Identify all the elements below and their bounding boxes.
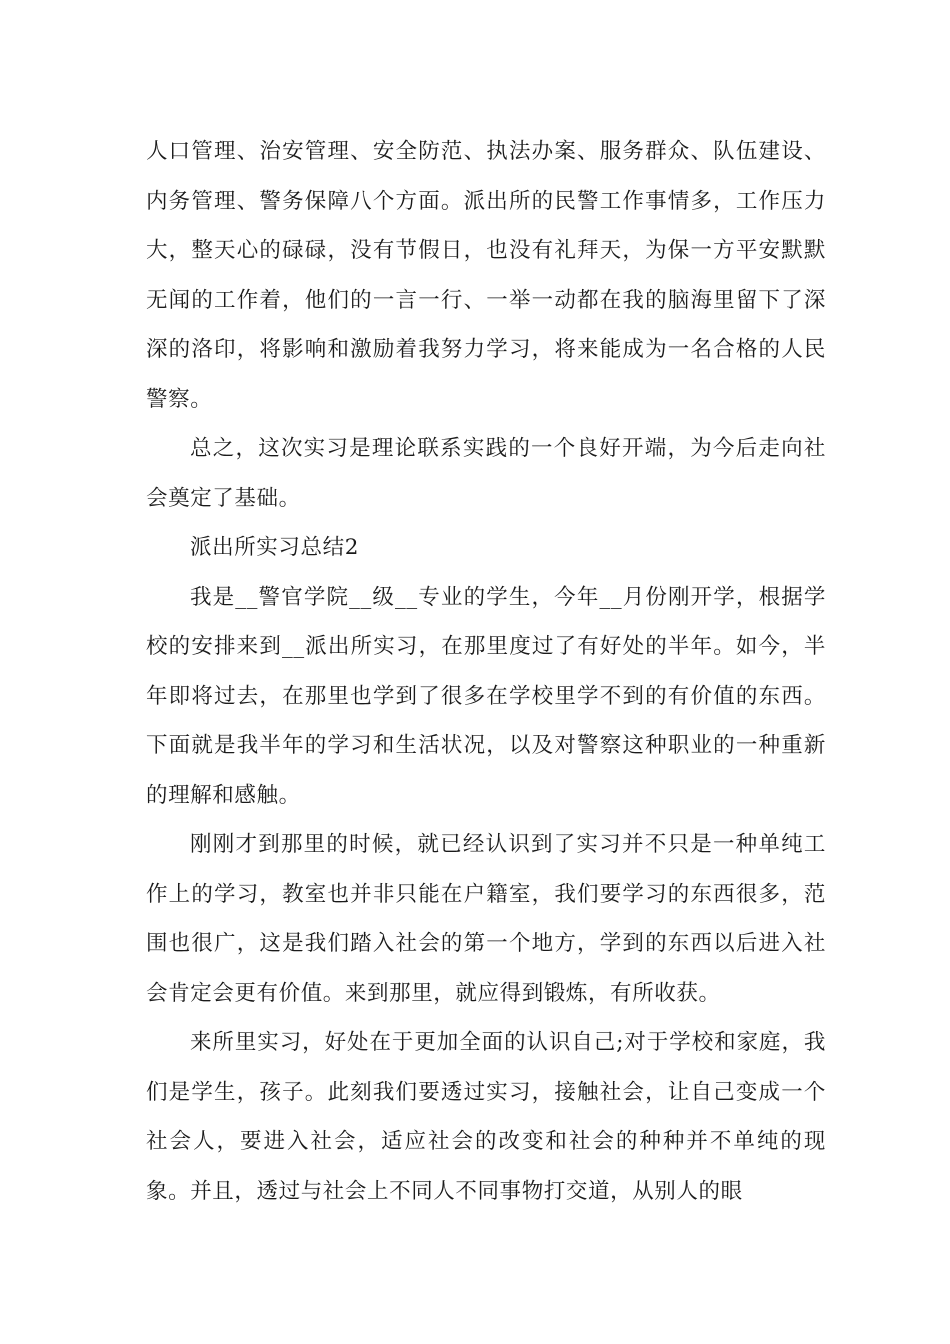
paragraph-conclusion: 总之，这次实习是理论联系实践的一个良好开端，为今后走向社会奠定了基础。 [146,436,826,511]
section-heading: 派出所实习总结2 [190,535,359,560]
paragraph-duties: 人口管理、治安管理、安全防范、执法办案、服务群众、队伍建设、内务管理、警务保障八个方面。派出所的民警工作事情多，工作压力大，整天心的碌碌，没有节假日，也没有礼拜天，为保一方平安默默无闻的工作着，他们的一言一行、一举一动都在我的脑海里留下了深深的洛印，将影响和激励着我努力学习，将来能成为一名合格的人民警察。 [146,139,826,412]
document-page [146,127,826,1216]
paragraph-introduction: 我是__警官学院__级__专业的学生，今年__月份刚开学，根据学校的安排来到__派出所实习，在那里度过了有好处的半年。如今，半年即将过去，在那里也学到了很多在学校里学不到的有价值的东西。下面就是我半年的学习和生活状况，以及对警察这种职业的一种重新的理解和感触。 [146,584,826,808]
paragraph-first-impressions: 刚刚才到那里的时候，就已经认识到了实习并不只是一种单纯工作上的学习，教室也并非只能在户籍室，我们要学习的东西很多，范围也很广，这是我们踏入社会的第一个地方，学到的东西以后进入社会肯定会更有价值。来到那里，就应得到锻炼，有所收获。 [146,832,826,1006]
paragraph-benefits: 来所里实习，好处在于更加全面的认识自己;对于学校和家庭，我们是学生，孩子。此刻我们要透过实习，接触社会，让自己变成一个社会人，要进入社会，适应社会的改变和社会的种种并不单纯的现象。并且，透过与社会上不同人不同事物打交道，从别人的眼 [146,1030,826,1204]
